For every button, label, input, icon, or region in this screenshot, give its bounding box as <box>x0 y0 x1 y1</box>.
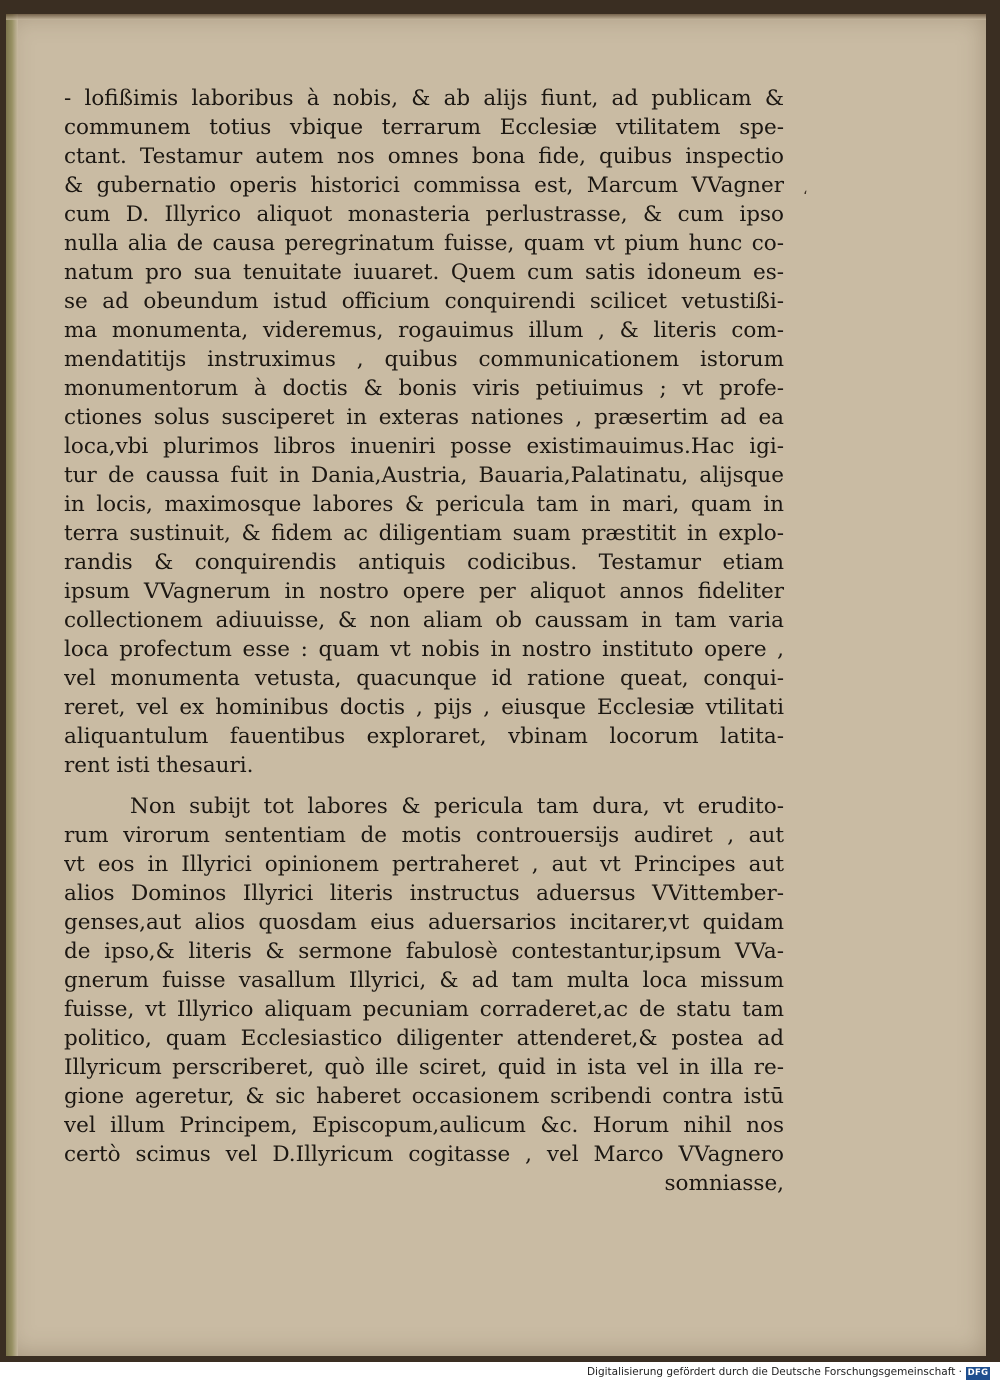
page-text-block <box>64 84 784 1198</box>
paragraph-2 <box>64 792 784 1169</box>
text-line: loca profectum esse : quam vt nobis in nostro instituto opere , <box>64 637 784 662</box>
text-line: nulla alia de causa peregrinatum fuisse, quam vt pium hunc co- <box>64 231 784 256</box>
text-line: rent isti thesauri. <box>64 753 254 778</box>
margin-mark: ، <box>803 182 808 198</box>
text-line: gione ageretur, & sic haberet occasionem scribendi contra istū <box>64 1084 784 1109</box>
text-line: aliquantulum fauentibus exploraret, vbinam locorum latita- <box>64 724 784 749</box>
text-line: certò scimus vel D.Illyricum cogitasse , vel Marco VVagnero <box>64 1142 784 1167</box>
dfg-logo-icon: DFG <box>967 1368 989 1378</box>
text-line: reret, vel ex hominibus doctis , pijs , eiusque Ecclesiæ vtilitati <box>64 695 784 720</box>
text-line: de ipso,& literis & sermone fabulosè contestantur,ipsum VVa- <box>64 939 784 964</box>
text-line: tur de caussa fuit in Dania,Austria, Bauaria,Palatinatu, alijsque <box>64 463 784 488</box>
text-line: fuisse, vt Illyrico aliquam pecuniam corraderet,ac de statu tam <box>64 997 784 1022</box>
page-top-edge <box>6 14 986 20</box>
text-line: monumentorum à doctis & bonis viris petiuimus ; vt profe- <box>64 376 784 401</box>
text-line: vel illum Principem, Episcopum,aulicum &c. Horum nihil nos <box>64 1113 784 1138</box>
text-line: ipsum VVagnerum in nostro opere per aliquot annos fideliter <box>64 579 784 604</box>
text-line: collectionem adiuuisse, & non aliam ob caussam in tam varia <box>64 608 784 633</box>
page-binding-edge <box>6 14 18 1356</box>
digitization-footer <box>0 1362 1000 1386</box>
text-line: ma monumenta, videremus, rogauimus illum , & literis com- <box>64 318 784 343</box>
text-line: se ad obeundum istud officium conquirendi scilicet vetustißi- <box>64 289 784 314</box>
text-line: Illyricum perscriberet, quò ille sciret, quid in ista vel in illa re- <box>64 1055 784 1080</box>
footer-credit: Digitalisierung gefördert durch die Deutsche Forschungsgemeinschaft · <box>586 1366 962 1378</box>
text-line: communem totius vbique terrarum Ecclesiæ vtilitatem spe- <box>64 115 784 140</box>
catchword: somniasse, <box>664 1171 784 1196</box>
text-line: politico, quam Ecclesiastico diligenter attenderet,& postea ad <box>64 1026 784 1051</box>
text-line: natum pro sua tenuitate iuuaret. Quem cum satis idoneum es- <box>64 260 784 285</box>
text-line: & gubernatio operis historici commissa est, Marcum VVagner <box>64 173 784 198</box>
text-line: mendatitijs instruximus , quibus communicationem istorum <box>64 347 784 372</box>
text-line: Non subijt tot labores & pericula tam dura, vt erudito- <box>130 794 784 819</box>
text-line: gnerum fuisse vasallum Illyrici, & ad tam multa loca missum <box>64 968 784 993</box>
text-line: alios Dominos Illyrici literis instructus aduersus VVittember- <box>64 881 784 906</box>
text-line: ctant. Testamur autem nos omnes bona fide, quibus inspectio <box>64 144 784 169</box>
book-page <box>6 14 986 1356</box>
text-line: vt eos in Illyrici opinionem pertraheret , aut vt Principes aut <box>64 852 784 877</box>
text-line: terra sustinuit, & fidem ac diligentiam suam præstitit in explo- <box>64 521 784 546</box>
text-line: loca,vbi plurimos libros inueniri posse existimauimus.Hac igi- <box>64 434 784 459</box>
text-line: cum D. Illyrico aliquot monasteria perlustrasse, & cum ipso <box>64 202 784 227</box>
text-line: in locis, maximosque labores & pericula tam in mari, quam in <box>64 492 784 517</box>
text-line: rum virorum sententiam de motis controuersijs audiret , aut <box>64 823 784 848</box>
text-line: randis & conquirendis antiquis codicibus. Testamur etiam <box>64 550 784 575</box>
paragraph-gap <box>64 780 784 792</box>
text-line: - lofißimis laboribus à nobis, & ab alijs fiunt, ad publicam & <box>64 86 784 111</box>
text-line: vel monumenta vetusta, quacunque id ratione queat, conqui- <box>64 666 784 691</box>
text-line: genses,aut alios quosdam eius aduersarios incitarer,vt quidam <box>64 910 784 935</box>
text-line: ctiones solus susciperet in exteras nationes , præsertim ad ea <box>64 405 784 430</box>
paragraph-1 <box>64 84 784 780</box>
